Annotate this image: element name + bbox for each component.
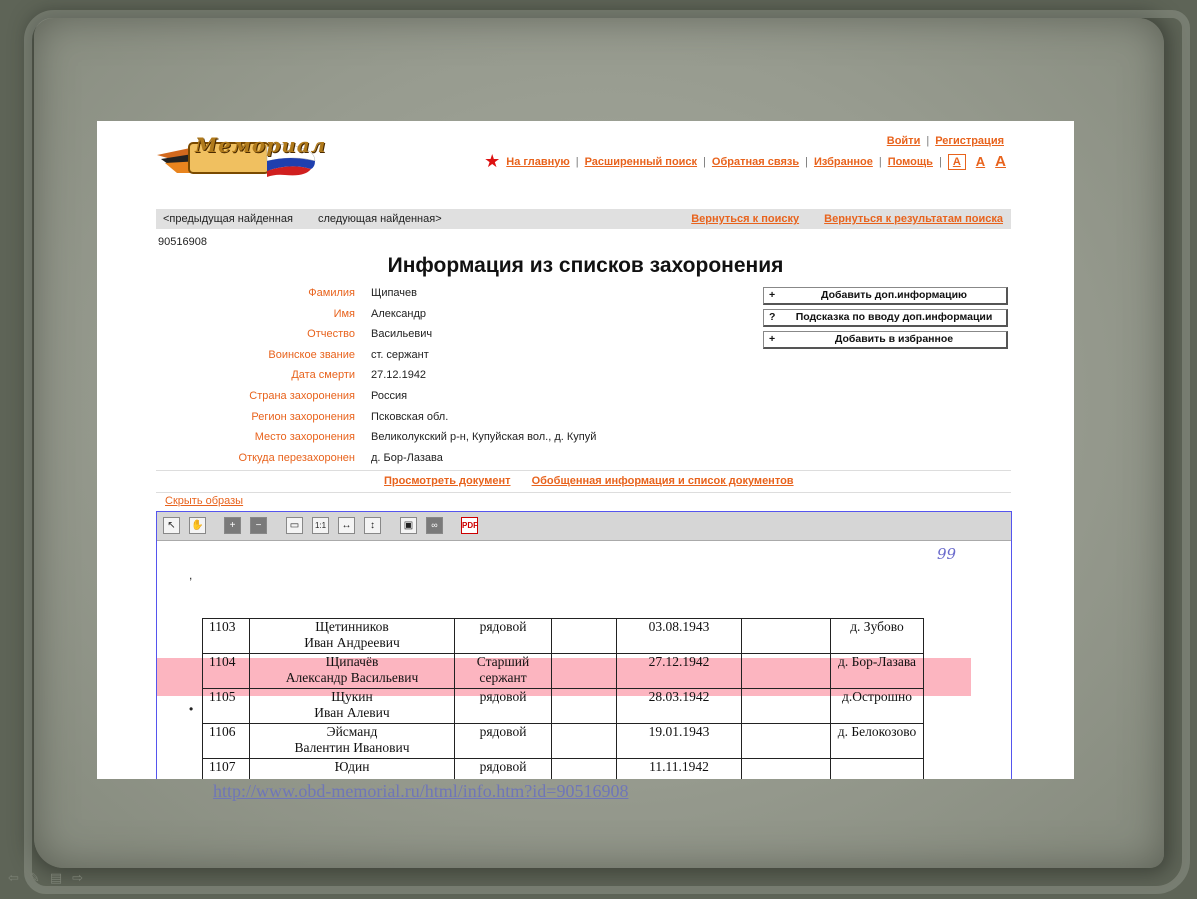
- plus-icon: +: [769, 333, 776, 345]
- zoom-out-icon[interactable]: −: [250, 517, 267, 534]
- nav-favorites[interactable]: Избранное: [813, 155, 873, 168]
- summary-link[interactable]: Обобщенная информация и список документов: [531, 475, 794, 487]
- font-size-large[interactable]: A: [995, 153, 1006, 170]
- view-document-link[interactable]: Просмотреть документ: [384, 475, 511, 487]
- rank: рядовой: [455, 759, 552, 780]
- nav-advanced-search[interactable]: Расширенный поиск: [584, 155, 698, 168]
- row-number: 1105: [203, 689, 250, 724]
- burial-place: д. Зубово: [831, 619, 924, 654]
- page-number: 99: [937, 545, 957, 563]
- divider: [156, 470, 1011, 471]
- field-value: Россия: [371, 389, 408, 402]
- field-label: Место захоронения: [254, 431, 355, 444]
- death-date: 27.12.1942: [617, 654, 742, 689]
- register-link[interactable]: Регистрация: [935, 135, 1004, 147]
- table-row: [203, 654, 924, 689]
- death-date: 03.08.1943: [617, 619, 742, 654]
- question-icon: ?: [769, 311, 776, 323]
- add-info-button[interactable]: + Добавить доп.информацию: [763, 287, 1008, 305]
- rank: рядовой: [455, 619, 552, 654]
- field-value: д. Бор-Лазава: [371, 451, 443, 464]
- field-label: Отчество: [307, 328, 355, 341]
- burial-place: [831, 759, 924, 780]
- rank: Старший сержант: [455, 654, 552, 689]
- field-value: Щипачев: [371, 287, 417, 299]
- burial-place: д. Белокозово: [831, 724, 924, 759]
- document-viewer[interactable]: [156, 511, 1012, 779]
- auth-links: Войти | Регистрация: [886, 135, 1004, 147]
- result-navigation-bar: [156, 209, 1011, 229]
- field-label: Страна захоронения: [249, 389, 355, 402]
- nav-feedback[interactable]: Обратная связь: [711, 155, 800, 168]
- table-row: [203, 759, 924, 780]
- select-arrow-icon[interactable]: ↖: [163, 517, 180, 534]
- login-link[interactable]: Войти: [886, 135, 921, 147]
- record-actions: [763, 287, 1008, 353]
- person-name: Щетинников Иван Андреевич: [250, 619, 455, 654]
- scan-mark: ,: [189, 568, 193, 582]
- death-date: 28.03.1942: [617, 689, 742, 724]
- viewer-toolbar: [157, 512, 1011, 541]
- person-name: Эйсманд Валентин Иванович: [250, 724, 455, 759]
- pen-icon[interactable]: ✎: [28, 871, 50, 886]
- table-row: [203, 619, 924, 654]
- menu-icon[interactable]: ▤: [49, 871, 73, 886]
- rank: рядовой: [455, 724, 552, 759]
- person-name: Юдин: [250, 759, 455, 780]
- logo-text: Мемориал: [195, 133, 327, 157]
- death-date: 11.11.1942: [617, 759, 742, 780]
- input-hint-button[interactable]: ? Подсказка по вводу доп.информации: [763, 309, 1008, 327]
- pdf-icon[interactable]: PDF: [461, 517, 478, 534]
- hide-images-link[interactable]: Скрыть образы: [165, 495, 244, 507]
- nav-help[interactable]: Помощь: [887, 155, 933, 168]
- burial-list-table: [202, 618, 924, 779]
- back-to-results-link[interactable]: Вернуться к результатам поиска: [824, 213, 1003, 225]
- plus-icon: +: [769, 289, 776, 301]
- hide-images: [165, 495, 243, 507]
- row-number: 1103: [203, 619, 250, 654]
- field-value: Великолукский р-н, Купуйская вол., д. Купуй: [371, 431, 597, 444]
- person-name: Щипачёв Александр Васильевич: [250, 654, 455, 689]
- add-to-favorites-button[interactable]: + Добавить в избранное: [763, 331, 1008, 349]
- record-id: 90516908: [158, 236, 207, 248]
- fit-page-icon[interactable]: ▭: [286, 517, 303, 534]
- save-icon[interactable]: ▣: [400, 517, 417, 534]
- person-name: Щукин Иван Алевич: [250, 689, 455, 724]
- field-label: Откуда перезахоронен: [238, 451, 355, 464]
- zoom-in-icon[interactable]: +: [224, 517, 241, 534]
- scan-mark: •: [189, 702, 194, 716]
- source-url-link[interactable]: http://www.obd-memorial.ru/html/info.htm?id=90516908: [213, 781, 629, 801]
- nav-home[interactable]: На главную: [506, 155, 570, 168]
- slide-nav-controls: [8, 871, 93, 886]
- row-number: 1106: [203, 724, 250, 759]
- field-value: ст. сержант: [371, 348, 429, 361]
- field-value: Васильевич: [371, 328, 433, 341]
- field-value: Александр: [371, 307, 427, 320]
- burial-place: д. Бор-Лазава: [831, 654, 924, 689]
- page-title: Информация из списков захоронения: [387, 254, 784, 277]
- field-label: Имя: [333, 307, 355, 320]
- prev-result-link[interactable]: <предыдущая найденная: [163, 213, 293, 225]
- field-value: Псковская обл.: [371, 410, 449, 423]
- back-arrow-icon[interactable]: ⇦: [8, 871, 29, 886]
- row-number: 1104: [203, 654, 250, 689]
- row-number: 1107: [203, 759, 250, 780]
- forward-arrow-icon[interactable]: ⇨: [72, 871, 94, 886]
- field-label: Воинское звание: [268, 348, 355, 361]
- link-icon[interactable]: ∞: [426, 517, 443, 534]
- field-label: Фамилия: [308, 287, 355, 299]
- divider: [156, 492, 1011, 493]
- screenshot-panel: [97, 121, 1074, 779]
- table-row: [203, 689, 924, 724]
- actual-size-icon[interactable]: 1:1: [312, 517, 329, 534]
- star-icon: ★: [484, 151, 501, 171]
- field-value: 27.12.1942: [371, 369, 427, 382]
- table-row: [203, 724, 924, 759]
- hand-icon[interactable]: ✋: [189, 517, 206, 534]
- field-label: Дата смерти: [291, 369, 355, 382]
- fit-width-icon[interactable]: ↔: [338, 517, 355, 534]
- fit-height-icon[interactable]: ↕: [364, 517, 381, 534]
- back-to-search-link[interactable]: Вернуться к поиску: [691, 213, 800, 225]
- document-links: [384, 475, 812, 487]
- burial-place: д.Острошно: [831, 689, 924, 724]
- field-label: Регион захоронения: [251, 410, 355, 423]
- font-size-small[interactable]: A: [948, 154, 966, 170]
- next-result-link[interactable]: следующая найденная>: [317, 213, 442, 225]
- death-date: 19.01.1943: [617, 724, 742, 759]
- main-nav: ★ На главную | Расширенный поиск | Обратная связь | Избранное | Помощь | A A A: [484, 151, 1006, 171]
- font-size-medium[interactable]: A: [975, 154, 986, 169]
- rank: рядовой: [455, 689, 552, 724]
